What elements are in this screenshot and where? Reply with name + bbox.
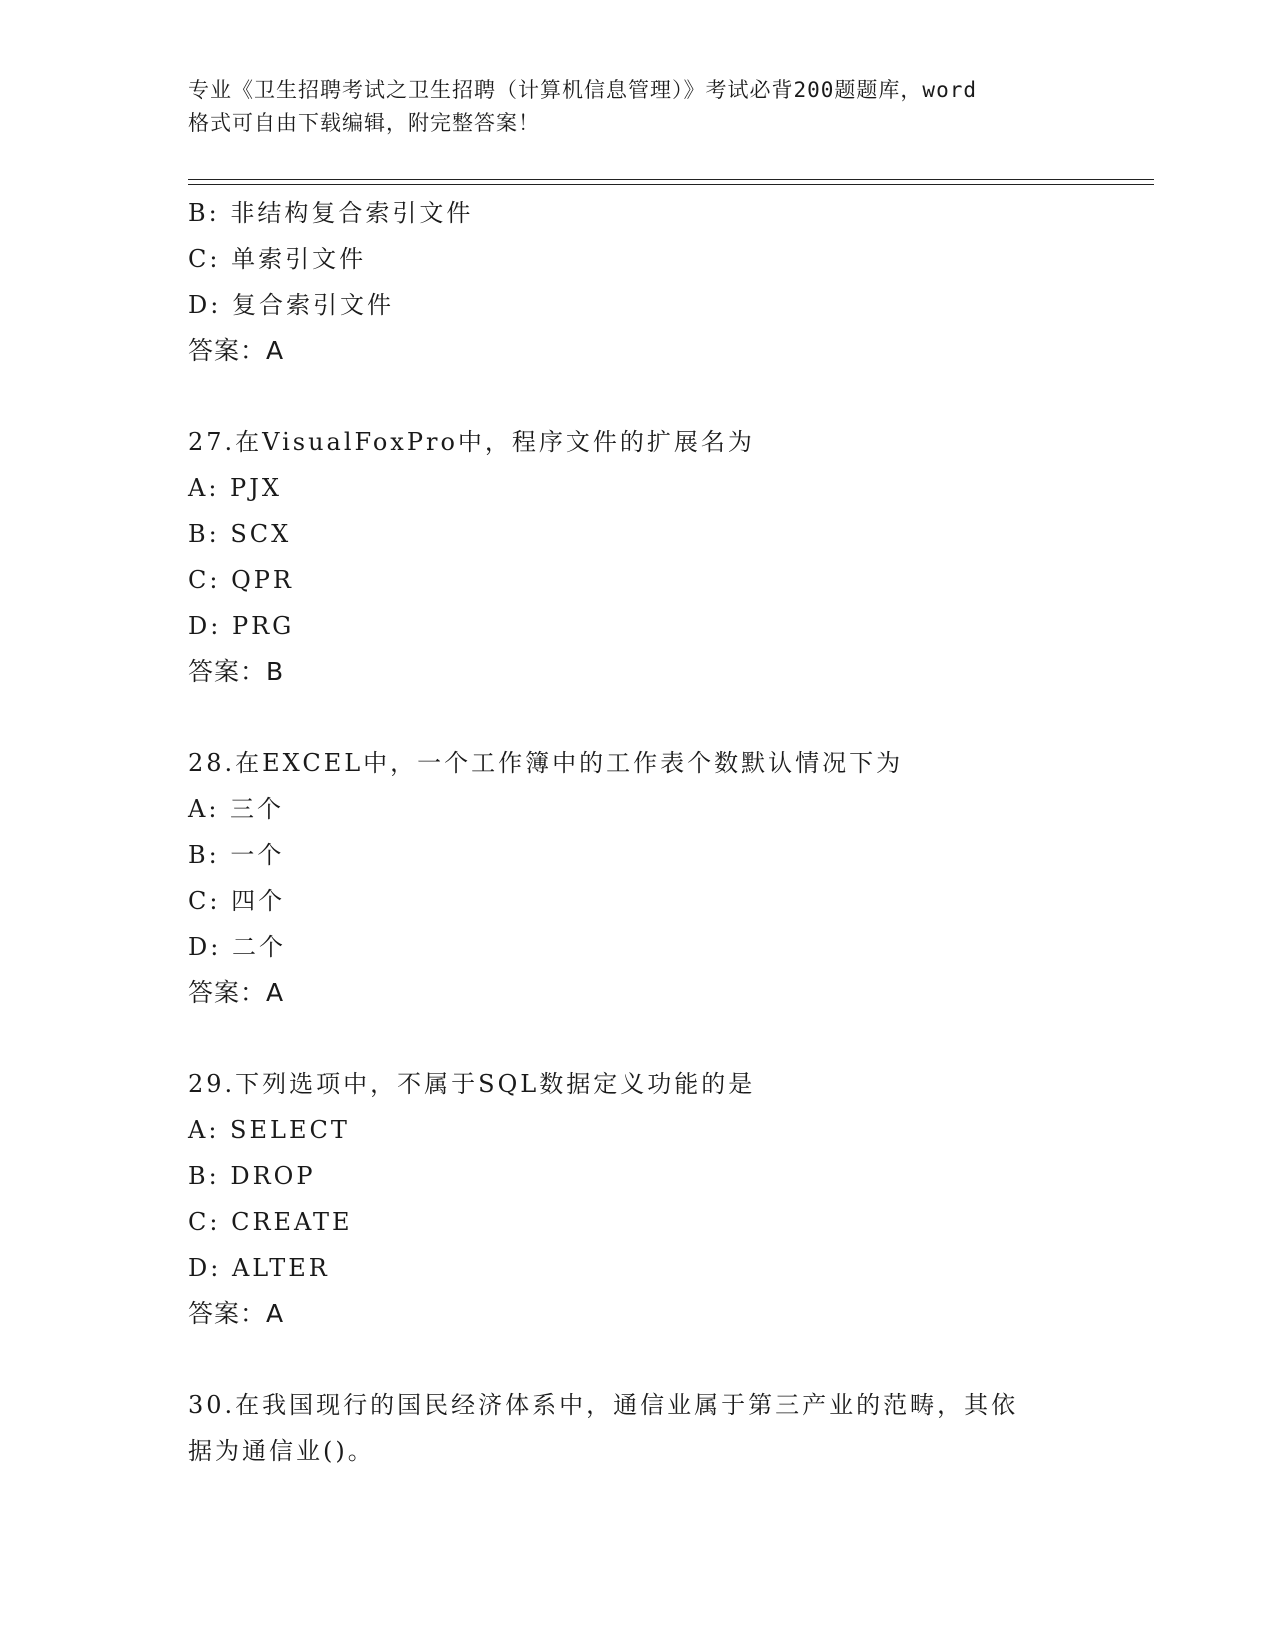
option-b: B: 一个: [188, 841, 285, 869]
question-text: 28.在EXCEL中，一个工作簿中的工作表个数默认情况下为: [188, 749, 904, 777]
header-line-2: 格式可自由下载编辑，附完整答案！: [188, 111, 540, 135]
answer: 答案：A: [188, 336, 285, 365]
question-list: [188, 190, 1088, 1474]
option-c: C: CREATE: [188, 1208, 353, 1236]
option-d: D: 二个: [188, 933, 286, 961]
header-line-1: 专业《卫生招聘考试之卫生招聘（计算机信息管理）》考试必背200题题库，word: [188, 78, 977, 102]
option-d: D: ALTER: [188, 1254, 330, 1282]
option-a: A: PJX: [188, 474, 282, 502]
question-27: [188, 419, 1088, 695]
option-a: A: SELECT: [188, 1116, 350, 1144]
header-rule-top: [188, 179, 1154, 180]
option-c: C: QPR: [188, 566, 294, 594]
option-c: C: 单索引文件: [188, 245, 367, 273]
option-b: B: DROP: [188, 1162, 316, 1190]
question-26-continued: [188, 190, 1088, 374]
option-a: A: 三个: [188, 795, 285, 823]
option-b: B: SCX: [188, 520, 292, 548]
question-text: 29.下列选项中，不属于SQL数据定义功能的是: [188, 1070, 756, 1098]
question-28: [188, 740, 1088, 1016]
question-30: [188, 1382, 1088, 1474]
question-text-line-2: 据为通信业()。: [188, 1437, 375, 1465]
option-d: D: PRG: [188, 612, 295, 640]
option-b: B: 非结构复合索引文件: [188, 199, 474, 227]
question-29: [188, 1061, 1088, 1337]
option-c: C: 四个: [188, 887, 286, 915]
document-header: [188, 74, 1088, 140]
header-rule-bottom: [188, 184, 1154, 185]
answer: 答案：A: [188, 978, 285, 1007]
question-text-line-1: 30.在我国现行的国民经济体系中，通信业属于第三产业的范畴，其依: [188, 1391, 1019, 1419]
option-d: D: 复合索引文件: [188, 291, 394, 319]
question-text: 27.在VisualFoxPro中，程序文件的扩展名为: [188, 428, 755, 456]
answer: 答案：A: [188, 1299, 285, 1328]
answer: 答案：B: [188, 657, 285, 686]
